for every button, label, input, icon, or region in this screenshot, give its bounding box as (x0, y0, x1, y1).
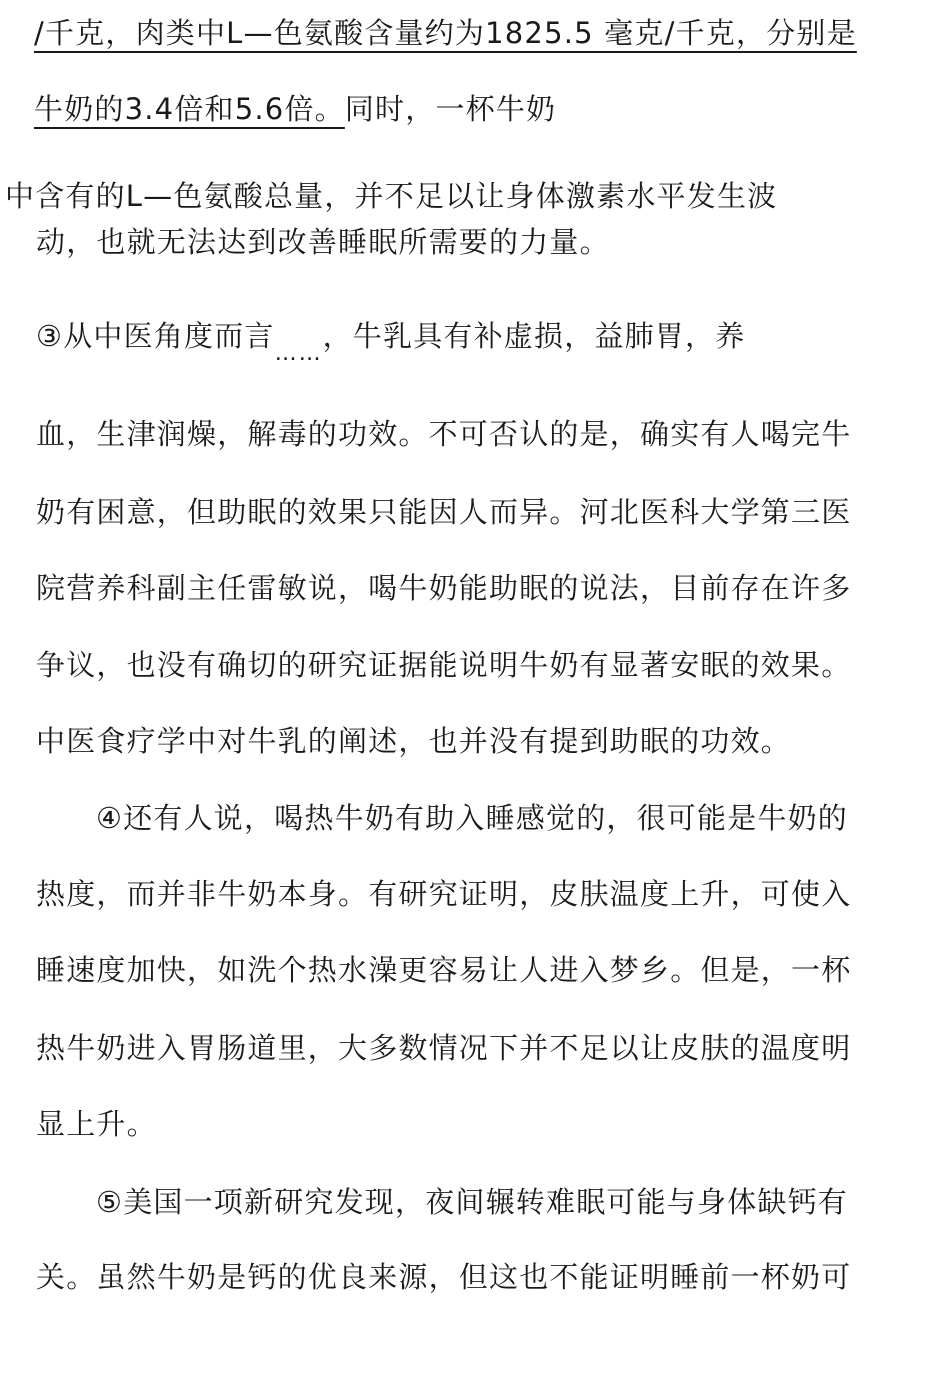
text-line-7: 奶有困意，但助眠的效果只能因人而异。河北医科大学第三医 (36, 495, 852, 529)
paragraph-3-lead: ③从中医角度而言 (36, 319, 275, 353)
underlined-phrase: 牛奶的3.4倍和5.6倍。 (34, 92, 345, 126)
text-line-2-tail: 同时，一杯牛奶 (344, 92, 557, 126)
text-line-3: 中含有的L—色氨酸总量，并不足以让身体激素水平发生波 (5, 179, 778, 213)
text-line-9: 争议，也没有确切的研究证据能说明牛奶有显著安眠的效果。 (36, 648, 852, 682)
ellipsis-mark: …… (274, 341, 323, 366)
paragraph-4-first-line: ④还有人说，喝热牛奶有助入睡感觉的，很可能是牛奶的 (96, 801, 848, 835)
text-line-12: 热度，而并非牛奶本身。有研究证明，皮肤温度上升，可使入 (36, 877, 852, 911)
text-line-2 (34, 89, 556, 129)
text-line-14: 热牛奶进入胃肠道里，大多数情况下并不足以让皮肤的温度明 (36, 1031, 852, 1065)
text-line-15: 显上升。 (36, 1107, 157, 1141)
text-line-6: 血，生津润燥，解毒的功效。不可否认的是，确实有人喝完牛 (36, 417, 852, 451)
text-line-17: 关。虽然牛奶是钙的优良来源，但这也不能证明睡前一杯奶可 (36, 1260, 852, 1294)
text-line-1: /千克，肉类中L—色氨酸含量约为1825.5 毫克/千克，分别是 (34, 16, 857, 50)
text-line-8: 院营养科副主任雷敏说，喝牛奶能助眠的说法，目前存在许多 (36, 571, 852, 605)
paragraph-3-rest: ，牛乳具有补虚损，益肺胃，养 (322, 319, 746, 353)
text-line-4: 动，也就无法达到改善睡眠所需要的力量。 (36, 225, 610, 259)
text-line-10: 中医食疗学中对牛乳的阐述，也并没有提到助眠的功效。 (36, 724, 792, 758)
text-line-13: 睡速度加快，如洗个热水澡更容易让人进入梦乡。但是，一杯 (36, 953, 852, 987)
paragraph-5-first-line: ⑤美国一项新研究发现，夜间辗转难眠可能与身体缺钙有 (96, 1185, 848, 1219)
paragraph-3-first-line (36, 316, 746, 366)
